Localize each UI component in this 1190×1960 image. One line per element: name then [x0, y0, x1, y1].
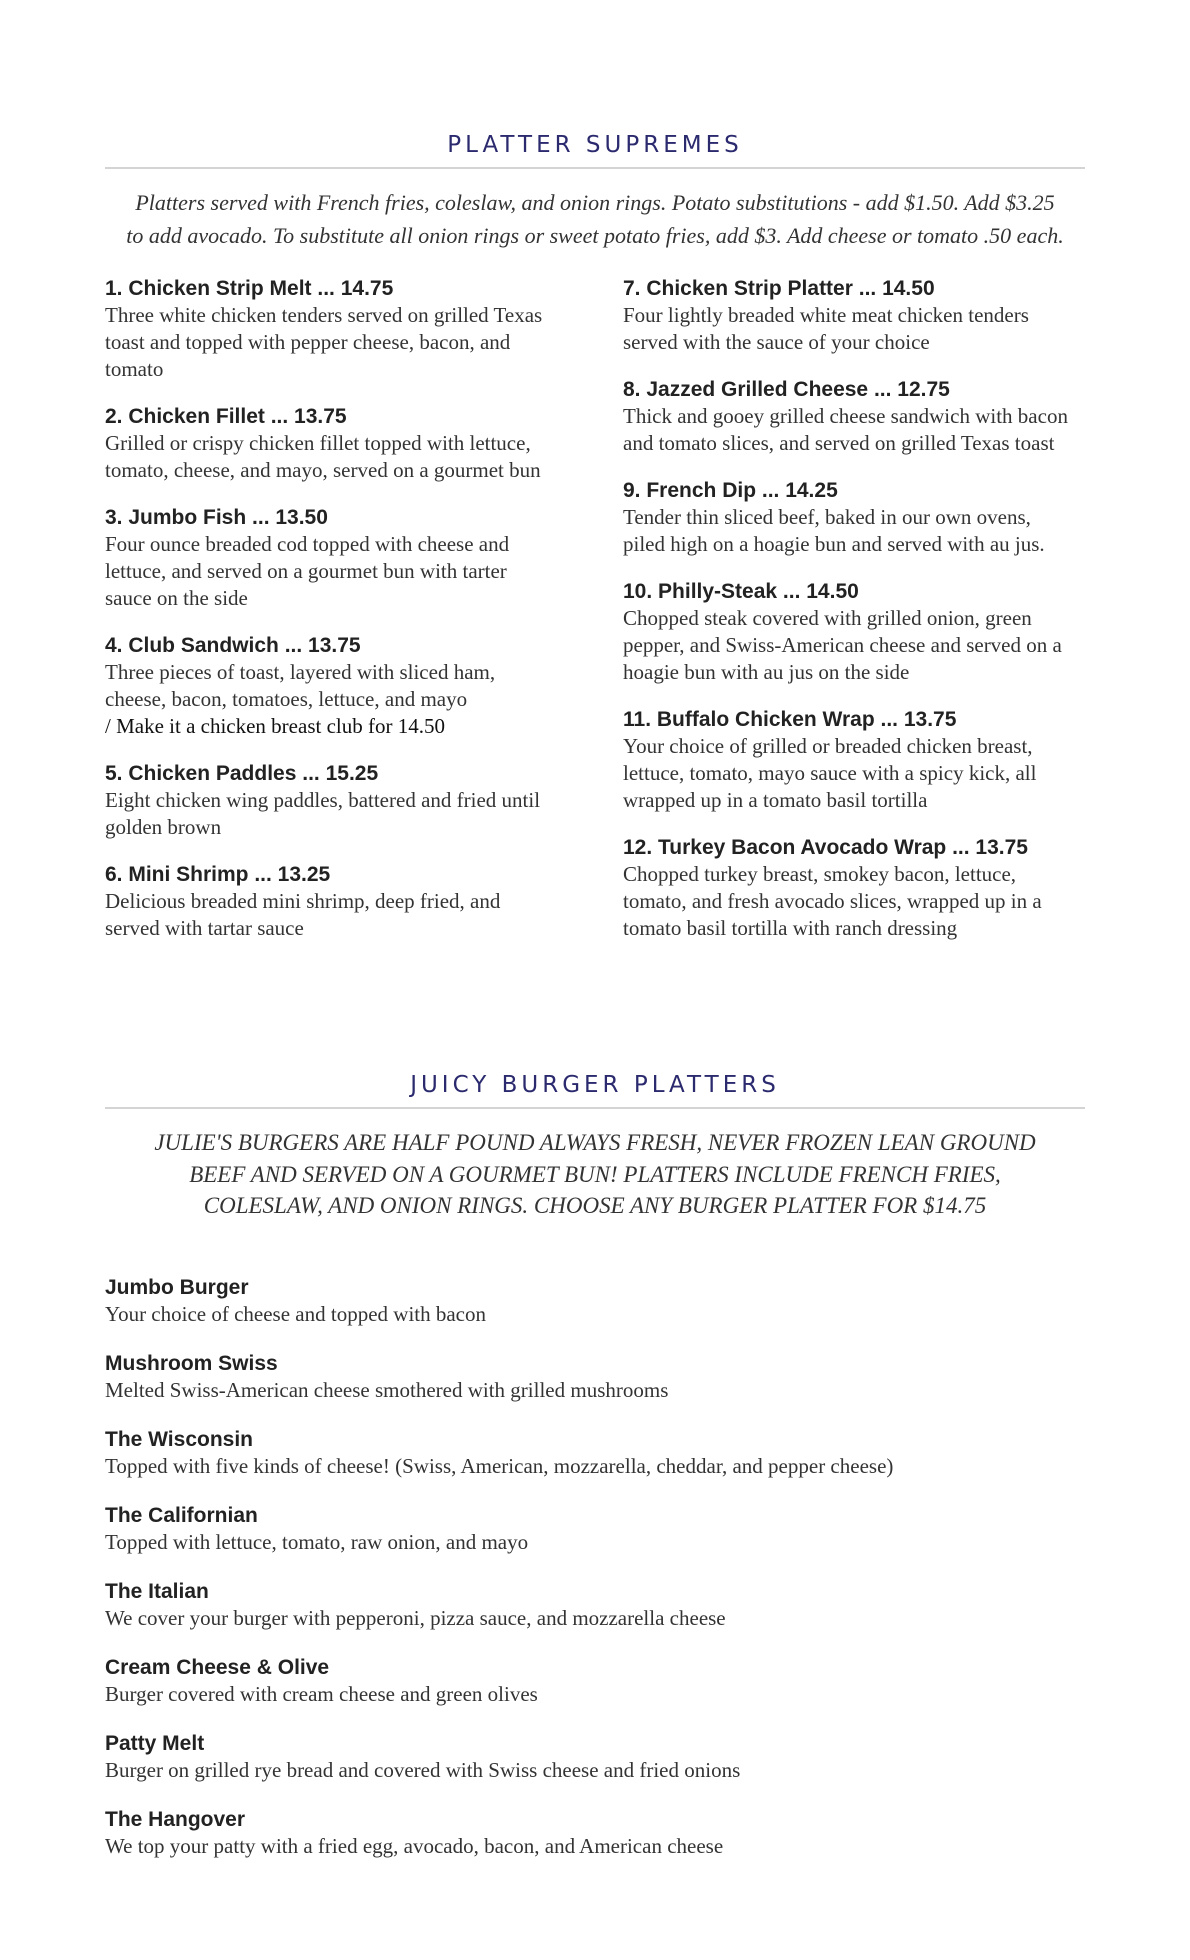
item-description: Delicious breaded mini shrimp, deep fried, and served with tartar sauce: [105, 889, 501, 940]
menu-item: [623, 376, 1073, 457]
item-description: Melted Swiss-American cheese smothered with grilled mushrooms: [105, 1378, 669, 1402]
platter-supremes-heading: PLATTER SUPREMES: [447, 132, 743, 158]
item-description: We cover your burger with pepperoni, pizza sauce, and mozzarella cheese: [105, 1606, 726, 1630]
item-title: 4. Club Sandwich ... 13.75: [105, 634, 361, 657]
menu-item: [623, 275, 1073, 356]
item-title: Jumbo Burger: [105, 1276, 249, 1299]
item-description: Four lightly breaded white meat chicken tenders served with the sauce of your choice: [623, 303, 1029, 354]
item-title: 9. French Dip ... 14.25: [623, 479, 838, 502]
item-title: The Italian: [105, 1580, 209, 1603]
item-description: Three pieces of toast, layered with sliced ham, cheese, bacon, tomatoes, lettuce, and mayo: [105, 660, 496, 711]
burger-platters-heading: JUICY BURGER PLATTERS: [410, 1072, 780, 1098]
list-item: [105, 1578, 1085, 1632]
list-item: [105, 1502, 1085, 1556]
item-title: Patty Melt: [105, 1732, 205, 1755]
list-item: [105, 1350, 1085, 1404]
platter-left-column: [105, 275, 555, 962]
menu-item: [105, 760, 555, 841]
item-title: 6. Mini Shrimp ... 13.25: [105, 863, 331, 886]
list-item: [105, 1426, 1085, 1480]
item-title: 3. Jumbo Fish ... 13.50: [105, 506, 328, 529]
item-description: Topped with lettuce, tomato, raw onion, and mayo: [105, 1530, 529, 1554]
item-description: Grilled or crispy chicken fillet topped with lettuce, tomato, cheese, and mayo, served on a gourmet bun: [105, 431, 541, 482]
item-title: 11. Buffalo Chicken Wrap ... 13.75: [623, 708, 957, 731]
menu-item: [105, 275, 555, 383]
item-title: 7. Chicken Strip Platter ... 14.50: [623, 277, 935, 300]
burger-platters-intro: JULIE'S BURGERS ARE HALF POUND ALWAYS FRESH, NEVER FROZEN LEAN GROUND BEEF AND SERVED ON A GOURMET BUN! PLATTERS INCLUDE FRENCH FRIES, COLESLAW, AND ONION RINGS. CHOOSE ANY BURGER PLATTER FOR $14.75: [154, 1130, 1036, 1218]
item-description: Your choice of grilled or breaded chicken breast, lettuce, tomato, mayo sauce with a spicy kick, all wrapped up in a tomato basil tortilla: [623, 734, 1037, 812]
item-title: Cream Cheese & Olive: [105, 1656, 330, 1679]
item-title: 1. Chicken Strip Melt ... 14.75: [105, 277, 394, 300]
item-description: Burger on grilled rye bread and covered with Swiss cheese and fried onions: [105, 1758, 741, 1782]
platter-supremes-divider: [105, 167, 1085, 169]
item-title: 2. Chicken Fillet ... 13.75: [105, 405, 347, 428]
burger-list: [105, 1274, 1085, 1882]
item-description: Three white chicken tenders served on grilled Texas toast and topped with pepper cheese, bacon, and tomato: [105, 303, 543, 381]
item-description: Burger covered with cream cheese and green olives: [105, 1682, 538, 1706]
item-description: Chopped steak covered with grilled onion, green pepper, and Swiss-American cheese and served on a hoagie bun with au jus on the side: [623, 606, 1062, 684]
item-description: Eight chicken wing paddles, battered and fried until golden brown: [105, 788, 541, 839]
list-item: [105, 1654, 1085, 1708]
item-title: 10. Philly-Steak ... 14.50: [623, 580, 859, 603]
list-item: [105, 1806, 1085, 1860]
item-description: Tender thin sliced beef, baked in our own ovens, piled high on a hoagie bun and served with au jus.: [623, 505, 1045, 556]
menu-item: [623, 477, 1073, 558]
item-title: 8. Jazzed Grilled Cheese ... 12.75: [623, 378, 950, 401]
intro-line-1: Platters served with French fries, coleslaw, and onion rings. Potato substitutions - add $1.50. Add $3.25: [135, 190, 1055, 215]
item-description: Topped with five kinds of cheese! (Swiss, American, mozzarella, cheddar, and pepper cheese): [105, 1454, 894, 1478]
list-item: [105, 1730, 1085, 1784]
item-title: 12. Turkey Bacon Avocado Wrap ... 13.75: [623, 836, 1028, 859]
platter-right-column: [623, 275, 1073, 962]
item-title: The Californian: [105, 1504, 258, 1527]
item-title: The Wisconsin: [105, 1428, 253, 1451]
menu-item: [105, 861, 555, 942]
menu-item: [623, 706, 1073, 814]
item-description: Your choice of cheese and topped with bacon: [105, 1302, 487, 1326]
menu-item: [105, 632, 555, 740]
item-title: Mushroom Swiss: [105, 1352, 278, 1375]
menu-item: [105, 403, 555, 484]
item-upgrade-note: / Make it a chicken breast club for 14.50: [105, 714, 445, 738]
menu-item: [623, 834, 1073, 942]
item-title: The Hangover: [105, 1808, 246, 1831]
burger-platters-divider: [105, 1107, 1085, 1109]
menu-item: [623, 578, 1073, 686]
item-description: Four ounce breaded cod topped with cheese and lettuce, and served on a gourmet bun with tarter sauce on the side: [105, 532, 510, 610]
list-item: [105, 1274, 1085, 1328]
platter-supremes-intro: [105, 186, 1085, 252]
item-title: 5. Chicken Paddles ... 15.25: [105, 762, 379, 785]
item-description: Chopped turkey breast, smokey bacon, lettuce, tomato, and fresh avocado slices, wrapped up in a tomato basil tortilla with ranch dressing: [623, 862, 1042, 940]
menu-item: [105, 504, 555, 612]
intro-line-2: to add avocado. To substitute all onion rings or sweet potato fries, add $3. Add cheese or tomato .50 each.: [126, 223, 1064, 248]
item-description: We top your patty with a fried egg, avocado, bacon, and American cheese: [105, 1834, 724, 1858]
item-description: Thick and gooey grilled cheese sandwich with bacon and tomato slices, and served on grilled Texas toast: [623, 404, 1068, 455]
